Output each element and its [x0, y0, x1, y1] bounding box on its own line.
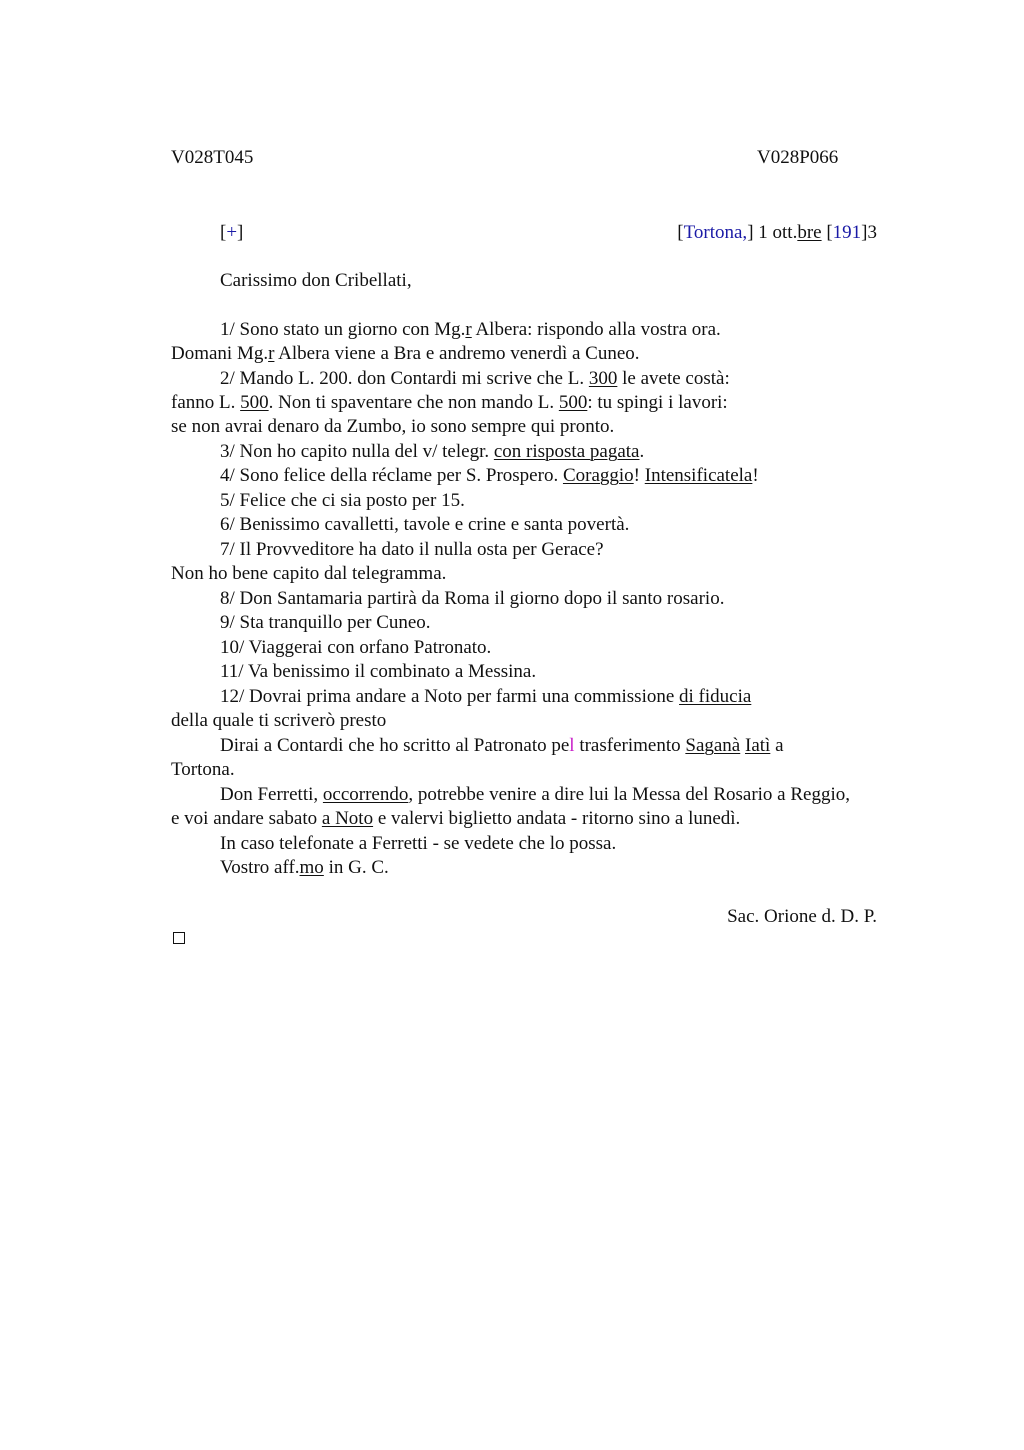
dateline: [Tortona,] 1 ott.bre [191]3 — [677, 222, 877, 243]
paragraph-1-cont: Domani Mg.r Albera viene a Bra e andremo venerdì a Cuneo. — [171, 343, 640, 364]
document-code-left: V028T045 — [171, 147, 254, 168]
document-code-right: V028P066 — [757, 147, 839, 168]
paragraph-14: Don Ferretti, occorrendo, potrebbe venire a dire lui la Messa del Rosario a Reggio, — [220, 784, 850, 805]
paragraph-6: 6/ Benissimo cavalletti, tavole e crine e santa povertà. — [220, 514, 630, 535]
paragraph-15: In caso telefonate a Ferretti - se vedete che lo possa. — [220, 833, 617, 854]
paragraph-7: 7/ Il Provveditore ha dato il nulla osta per Gerace? — [220, 539, 604, 560]
paragraph-7-cont: Non ho bene capito dal telegramma. — [171, 563, 447, 584]
paragraph-2: 2/ Mando L. 200. don Contardi mi scrive che L. 300 le avete costà: — [220, 368, 730, 389]
cross-symbol: + — [226, 222, 238, 243]
paragraph-10: 10/ Viaggerai con orfano Patronato. — [220, 637, 492, 658]
paragraph-13-cont: Tortona. — [171, 759, 235, 780]
closing-line: Vostro aff.mo in G. C. — [220, 857, 389, 878]
paragraph-12: 12/ Dovrai prima andare a Noto per farmi una commissione di fiducia — [220, 686, 752, 707]
paragraph-12-cont: della quale ti scriverò presto — [171, 710, 387, 731]
paragraph-11: 11/ Va benissimo il combinato a Messina. — [220, 661, 537, 682]
paragraph-9: 9/ Sta tranquillo per Cuneo. — [220, 612, 431, 633]
end-square-icon — [173, 932, 185, 944]
paragraph-2-cont: fanno L. 500. Non ti spaventare che non mando L. 500: tu spingi i lavori: — [171, 392, 728, 413]
paragraph-3: 3/ Non ho capito nulla del v/ telegr. con risposta pagata. — [220, 441, 645, 462]
cross-mark: [+] — [220, 222, 244, 243]
signature: Sac. Orione d. D. P. — [727, 906, 877, 927]
paragraph-14-cont: e voi andare sabato a Noto e valervi biglietto andata - ritorno sino a lunedì. — [171, 808, 741, 829]
paragraph-13: Dirai a Contardi che ho scritto al Patronato pel trasferimento Saganà Iatì a — [220, 735, 784, 756]
paragraph-4: 4/ Sono felice della réclame per S. Prospero. Coraggio! Intensificatela! — [220, 465, 759, 486]
place-name: Tortona, — [683, 222, 748, 243]
year-part: 191 — [832, 222, 862, 243]
paragraph-8: 8/ Don Santamaria partirà da Roma il giorno dopo il santo rosario. — [220, 588, 725, 609]
paragraph-5: 5/ Felice che ci sia posto per 15. — [220, 490, 465, 511]
paragraph-2-cont2: se non avrai denaro da Zumbo, io sono sempre qui pronto. — [171, 416, 615, 437]
paragraph-1: 1/ Sono stato un giorno con Mg.r Albera: rispondo alla vostra ora. — [220, 319, 721, 340]
salutation: Carissimo don Cribellati, — [220, 270, 412, 291]
